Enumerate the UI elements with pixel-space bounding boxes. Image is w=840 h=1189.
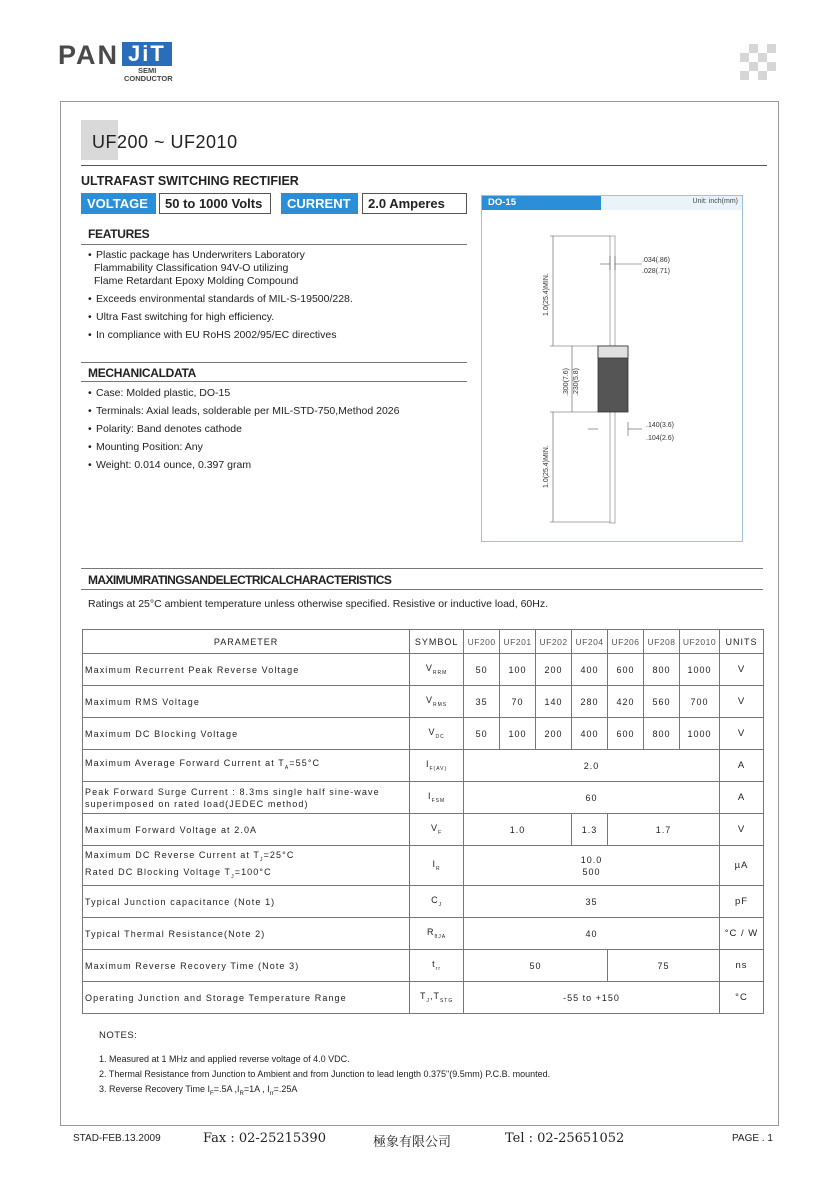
table-row: Maximum Reverse Recovery Time (Note 3) $t_{rr}$ 50 75 ns (83, 950, 764, 982)
note-item: 1. Measured at 1 MHz and applied reverse voltage of 4.0 VDC. (99, 1054, 350, 1064)
table-row: Operating Junction and Storage Temperature Range $T_J,T_{STG}$ -55 to +150 °C (83, 982, 764, 1014)
dim-lead-bottom: 1.0(25.4)MIN. (543, 445, 550, 488)
mechanical-list (88, 387, 400, 477)
dim-body-dia-min: .104(2.6) (646, 435, 675, 442)
mechanical-top-divider (81, 362, 467, 363)
mechanical-divider (81, 381, 467, 382)
footer-page: PAGE . 1 (732, 1133, 773, 1144)
current-value: 2.0 Amperes (362, 193, 467, 214)
notes-list (99, 1052, 550, 1102)
features-divider (81, 244, 467, 245)
dim-wire-min: .028(.71) (642, 268, 671, 275)
col-device: UF200 (464, 630, 500, 654)
logo-jit-text: JiT (122, 42, 172, 66)
col-device: UF204 (572, 630, 608, 654)
dim-body-len-min: .230(5.8) (573, 367, 580, 396)
ratings-top-divider (81, 568, 763, 569)
table-row: Maximum Forward Voltage at 2.0A $V_F$ 1.0 1.3 1.7 V (83, 814, 764, 846)
dim-lead-top: 1.0(25.4)MIN. (543, 273, 550, 316)
col-device: UF206 (608, 630, 644, 654)
ratings-note: Ratings at 25°C ambient temperature unless otherwise specified. Resistive or inductive load, 60Hz. (88, 598, 549, 610)
logo-semiconductor-text: SEMI CONDUCTOR (124, 66, 173, 83)
col-device: UF201 (500, 630, 536, 654)
logo-pan-text: PAN (58, 40, 120, 70)
cathode-band (598, 346, 628, 358)
spec-table (82, 629, 764, 1014)
table-row: Typical Junction capacitance (Note 1) $C_J$ 35 pF (83, 886, 764, 918)
mechanical-item: • Mounting Position: Any (88, 441, 400, 454)
footer-fax: Fax : 02-25215390 (203, 1131, 326, 1146)
table-row: Maximum Average Forward Current at $T_A=55^\circ C$ $I_{F(AV)}$ 2.0 A (83, 750, 764, 782)
col-parameter: PARAMETER (83, 630, 410, 654)
page-title: UF200 ~ UF2010 (92, 132, 238, 152)
package-name: DO-15 (488, 197, 516, 208)
table-row: Maximum Recurrent Peak Reverse Voltage $V_{RRM}$ 50 100 200 400 600 800 1000 V (83, 654, 764, 686)
table-row: Maximum RMS Voltage $V_{RMS}$ 35 70 140 280 420 560 700 V (83, 686, 764, 718)
bottom-lead (610, 411, 615, 523)
col-device: UF208 (644, 630, 680, 654)
mechanical-item: • Terminals: Axial leads, solderable per MIL-STD-750,Method 2026 (88, 405, 400, 418)
panjit-logo (58, 40, 198, 90)
top-lead (610, 236, 615, 348)
col-device: UF202 (536, 630, 572, 654)
mechanical-item: • Polarity: Band denotes cathode (88, 423, 400, 436)
table-row: Maximum DC Blocking Voltage $V_{DC}$ 50 100 200 400 600 800 1000 V (83, 718, 764, 750)
feature-item: • Plastic package has Underwriters Laboratory (88, 249, 353, 262)
feature-item: • Ultra Fast switching for high efficiency. (88, 311, 353, 324)
mechanical-item: • Case: Molded plastic, DO-15 (88, 387, 400, 400)
features-list (88, 249, 353, 347)
feature-item: Flame Retardant Epoxy Molding Compound (94, 275, 299, 287)
note-item: 3. Reverse Recovery Time $I_F=.5A$ $,I_R=1A$ , $I_{rr}=.25A$ (99, 1084, 298, 1097)
diode-drawing (482, 196, 742, 541)
col-device: UF2010 (679, 630, 719, 654)
package-unit: Unit: inch(mm) (692, 198, 738, 205)
note-item: 2. Thermal Resistance from Junction to Ambient and from Junction to lead length 0.375"(9.5mm) P.C.B. mounted. (99, 1069, 551, 1079)
checker-decoration (740, 44, 776, 80)
footer-company: 極象有限公司 (373, 1135, 452, 1150)
ratings-heading: MAXIMUMRATINGSANDELECTRICALCHARACTERISTICS (88, 573, 392, 587)
voltage-label: VOLTAGE (81, 193, 156, 214)
dim-body-len-max: .300(7.6) (563, 367, 570, 396)
col-symbol: SYMBOL (410, 630, 464, 654)
voltage-value: 50 to 1000 Volts (159, 193, 271, 214)
dim-body-dia-max: .140(3.6) (646, 422, 675, 429)
table-header-row (83, 630, 764, 654)
feature-item: Flammability Classification 94V-O utilizing (94, 262, 289, 274)
notes-heading: NOTES: (99, 1030, 138, 1041)
mechanical-heading: MECHANICALDATA (88, 366, 197, 380)
features-heading: FEATURES (88, 227, 150, 241)
table-row: Typical Thermal Resistance(Note 2) $R_{\theta JA}$ 40 °C / W (83, 918, 764, 950)
package-diagram (481, 195, 743, 542)
col-units: UNITS (719, 630, 763, 654)
title-divider (81, 165, 767, 166)
footer-tel: Tel : 02-25651052 (505, 1131, 625, 1146)
table-row: Peak Forward Surge Current : 8.3ms single half sine-wave superimposed on rated load(JEDEC method) $I_{FSM}$ 60 A (83, 782, 764, 814)
feature-item: • Exceeds environmental standards of MIL-S-19500/228. (88, 293, 353, 306)
ratings-divider (81, 589, 763, 590)
mechanical-item: • Weight: 0.014 ounce, 0.397 gram (88, 459, 400, 472)
footer-date: STAD-FEB.13.2009 (73, 1133, 161, 1144)
dim-wire-max: .034(.86) (642, 257, 671, 264)
current-label: CURRENT (281, 193, 358, 214)
product-subtitle: ULTRAFAST SWITCHING RECTIFIER (81, 174, 299, 188)
feature-item: • In compliance with EU RoHS 2002/95/EC directives (88, 329, 353, 342)
table-row: Maximum DC Reverse Current at $T_J=25^\circ C$ Rated DC Blocking Voltage $T_J=100^\circ C$ $I_R$ 10.0 500 µA (83, 846, 764, 886)
